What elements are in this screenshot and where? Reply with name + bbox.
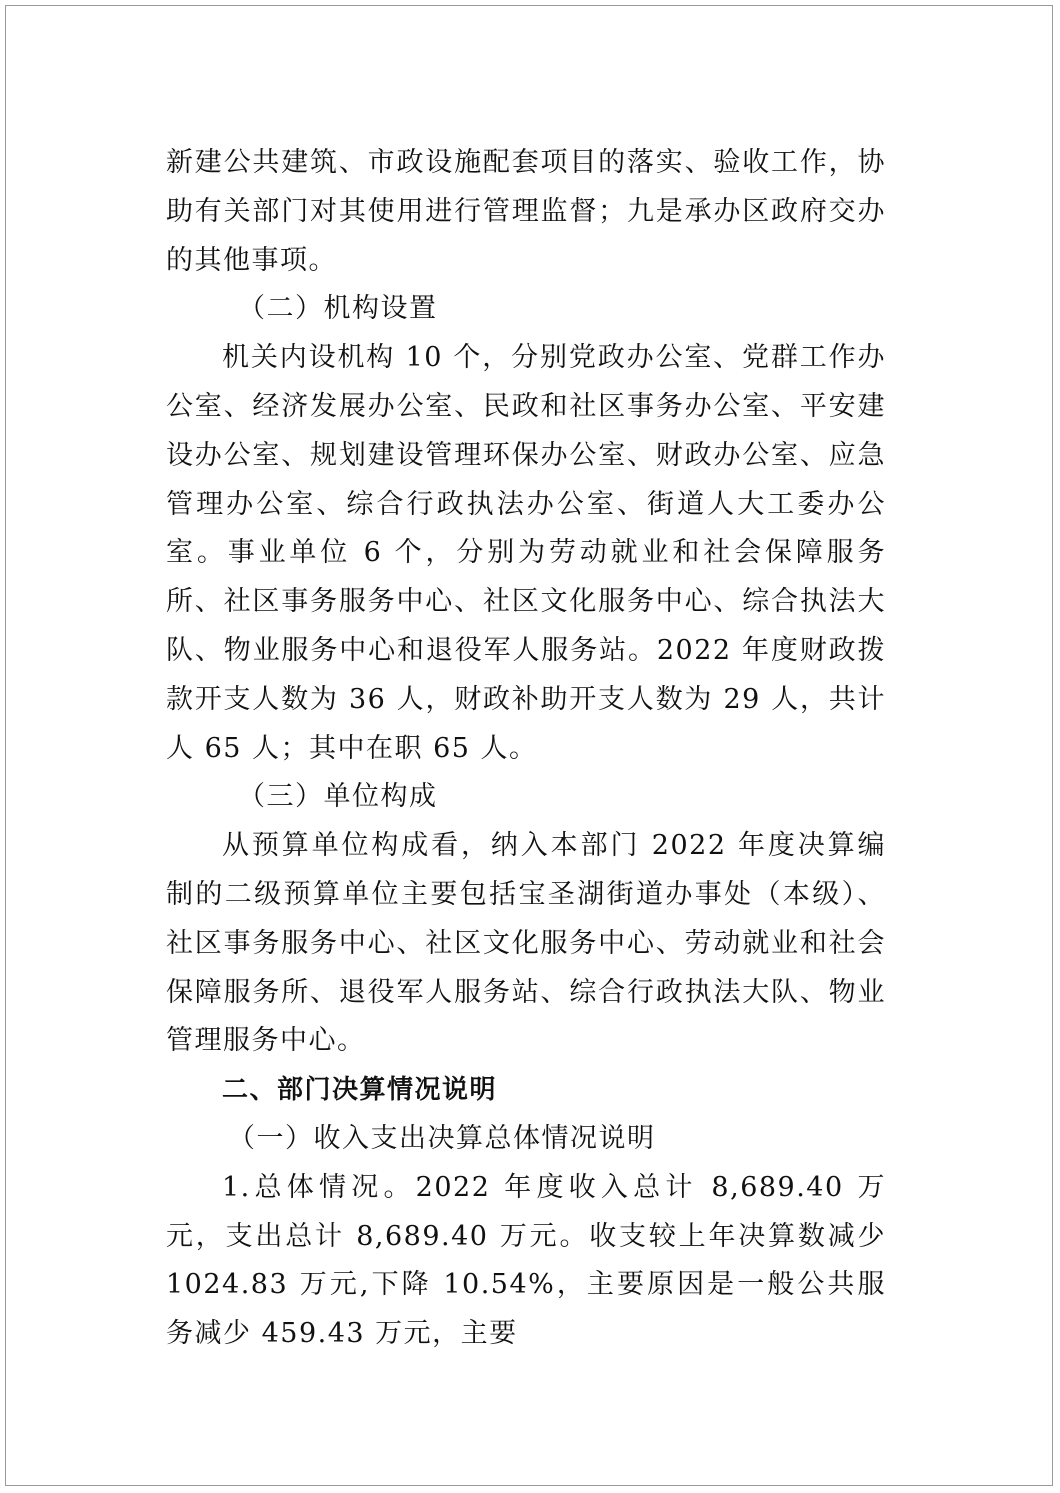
section-heading-final-accounts: 二、部门决算情况说明 — [222, 1075, 498, 1106]
paragraph-continued-duties: 新建公共建筑、市政设施配套项目的落实、验收工作，协助有关部门对其使用进行管理监督；九是承办区政府交办的其他事项。 — [166, 147, 886, 276]
section-heading-organization-setup: （二）机构设置 — [238, 293, 438, 325]
section-heading-unit-composition: （三）单位构成 — [238, 781, 438, 813]
section-heading-income-expenditure: （一）收入支出决算总体情况说明 — [228, 1122, 656, 1154]
document-body — [166, 139, 886, 1359]
paragraph-organization-setup: 机关内设机构 10 个，分别党政办公室、党群工作办公室、经济发展办公室、民政和社区事务办公室、平安建设办公室、规划建设管理环保办公室、财政办公室、应急管理办公室、综合行政执法办公室、街道人大工委办公室。事业单位 6 个，分别为劳动就业和社会保障服务所、社区事务服务中心、社区文化服务中心、综合执法大队、物业服务中心和退役军人服务站。2022 年度财政拨款开支人数为 36 人，财政补助开支人数为 29 人，共计人 65 人；其中在职 65 人。 — [166, 342, 886, 764]
paragraph-overall-situation: 1.总体情况。2022 年度收入总计 8,689.40 万元，支出总计 8,689.40 万元。收支较上年决算数减少 1024.83 万元,下降 10.54%，主要原因是一般公共服务减少 459.43 万元，主要 — [166, 1171, 886, 1350]
paragraph-unit-composition: 从预算单位构成看，纳入本部门 2022 年度决算编制的二级预算单位主要包括宝圣湖街道办事处（本级）、社区事务服务中心、社区文化服务中心、劳动就业和社会保障服务所、退役军人服务站、综合行政执法大队、物业管理服务中心。 — [166, 830, 886, 1057]
